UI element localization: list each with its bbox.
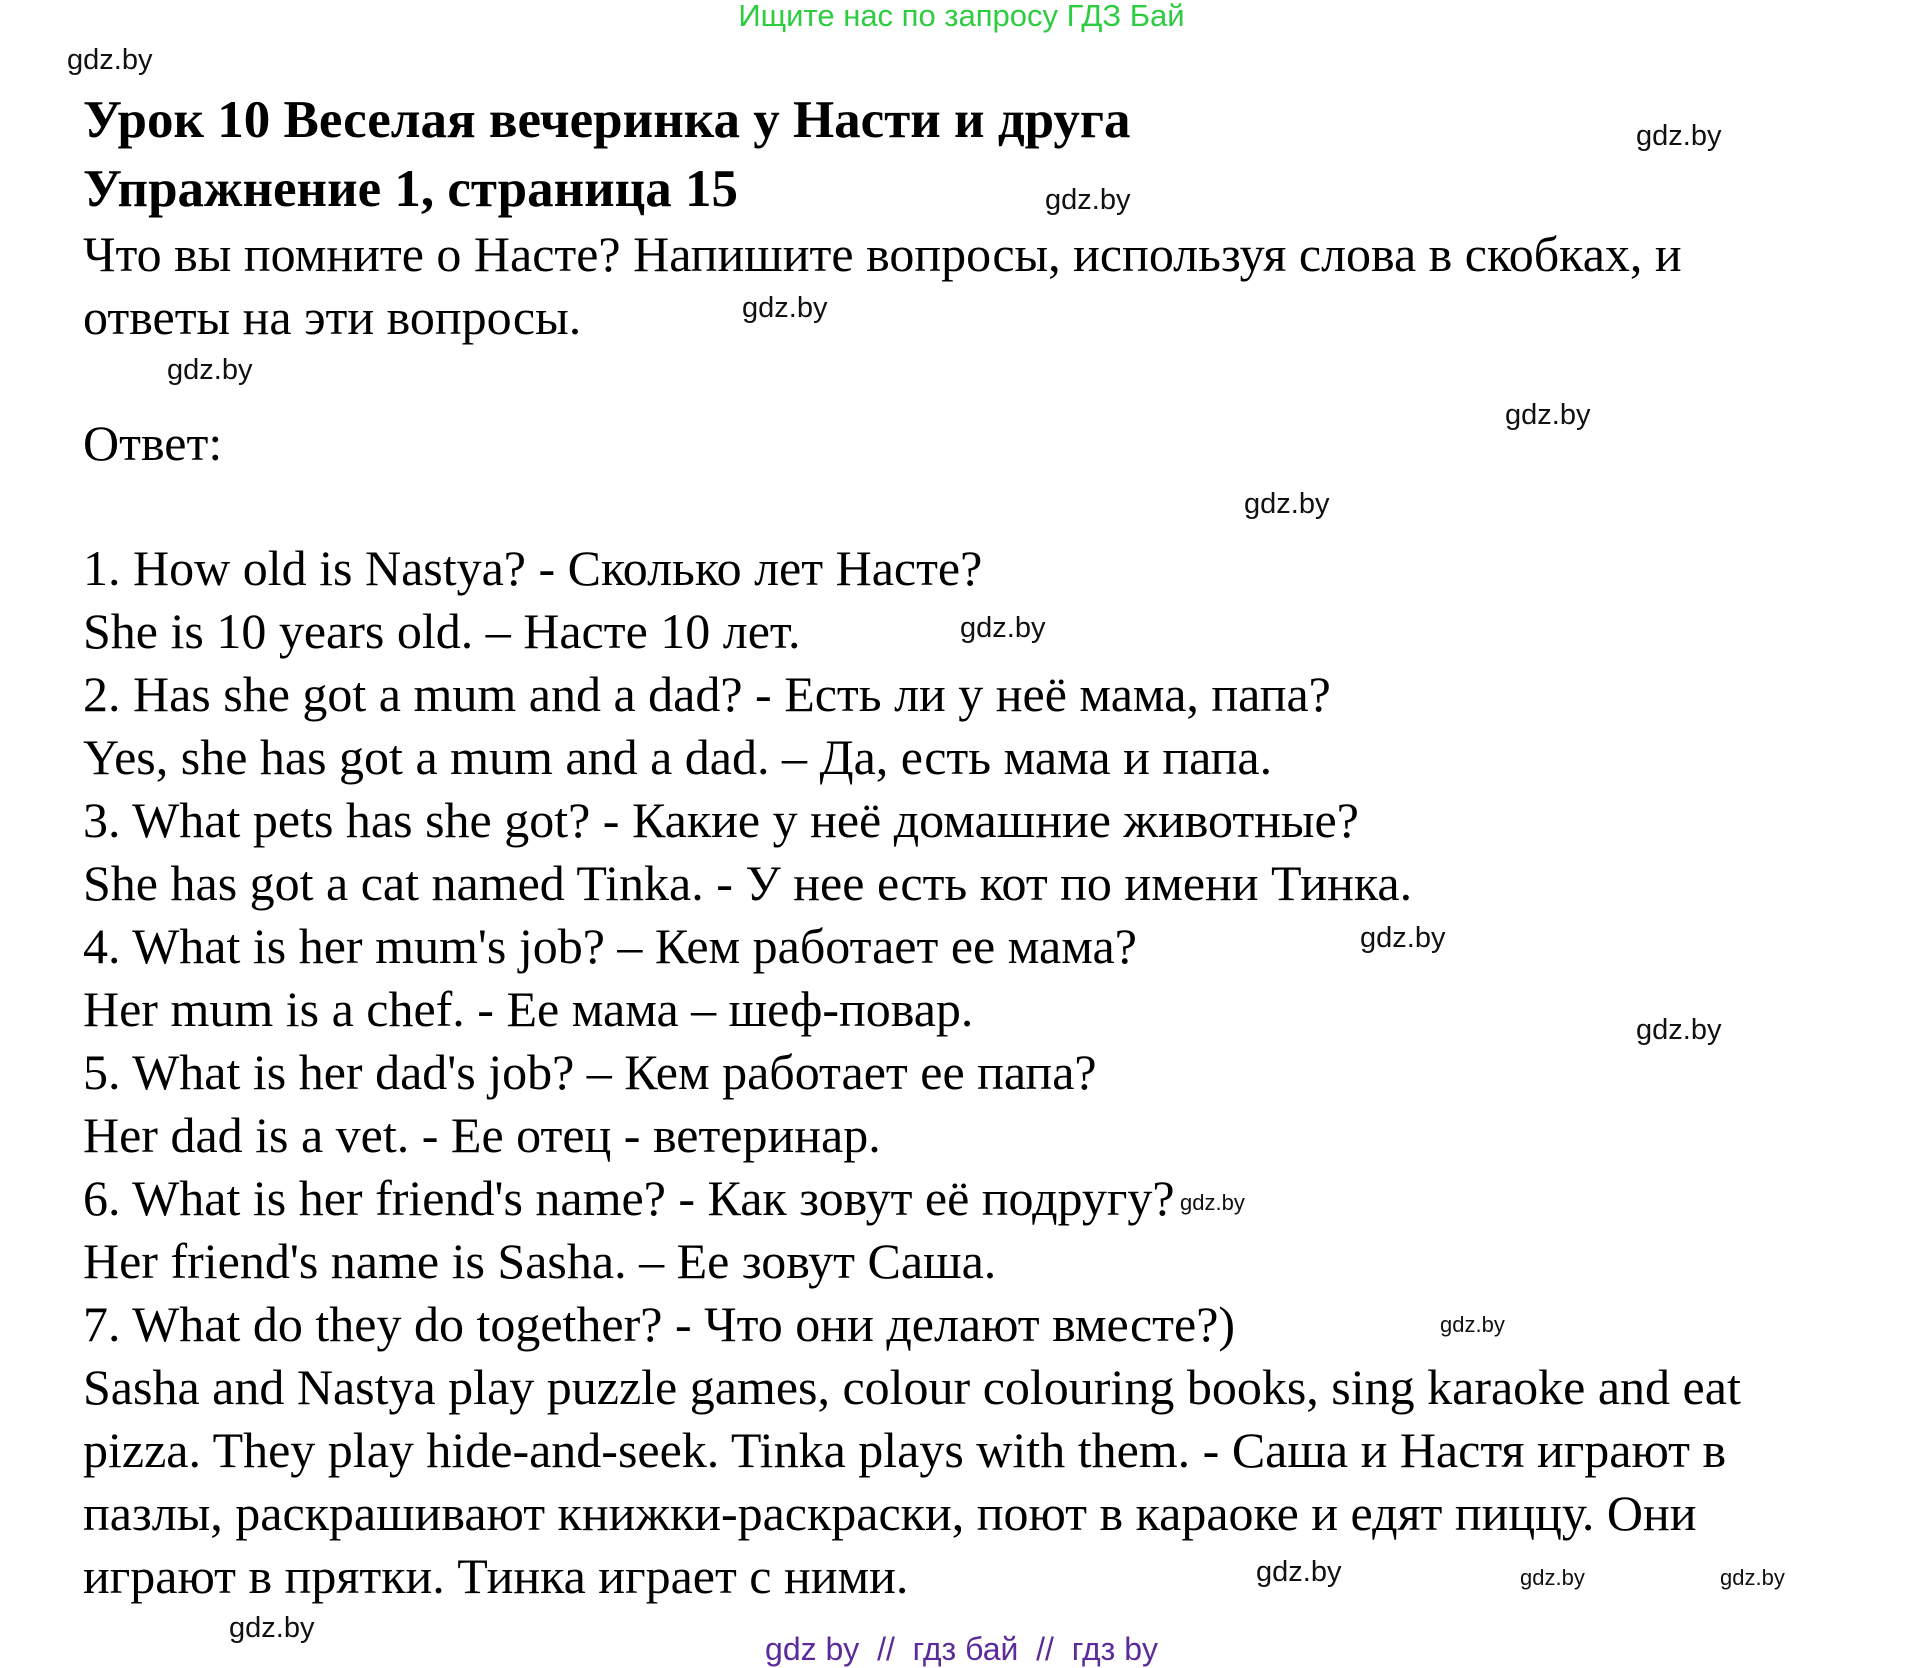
watermark: gdz.by — [960, 612, 1046, 644]
prompt-line: ответы на эти вопросы. — [83, 289, 582, 345]
search-hint-banner: Ищите нас по запросу ГДЗ Бай — [738, 0, 1185, 33]
watermark: gdz.by — [1360, 922, 1446, 954]
answer-line: 4. What is her mum's job? – Кем работает ее мама? — [83, 918, 1137, 974]
watermark: gdz.by — [1244, 488, 1330, 520]
exercise-prompt — [83, 223, 1682, 349]
footer-links: gdz by // гдз бай // гдз by — [765, 1631, 1158, 1667]
lesson-title: Урок 10 Веселая вечеринка у Насти и друга — [83, 91, 1131, 149]
answer-line: 3. What pets has she got? - Какие у неё домашние животные? — [83, 792, 1359, 848]
watermark: gdz.by — [1256, 1556, 1342, 1588]
watermark: gdz.by — [742, 292, 828, 324]
answer-line: Her friend's name is Sasha. – Ее зовут Саша. — [83, 1233, 997, 1289]
watermark: gdz.by — [1440, 1312, 1505, 1337]
answer-line: Yes, she has got a mum and a dad. – Да, есть мама и папа. — [83, 729, 1273, 785]
answer-line: 5. What is her dad's job? – Кем работает ее папа? — [83, 1044, 1097, 1100]
answer-line: 6. What is her friend's name? - Как зовут её подругу? — [83, 1170, 1175, 1226]
answer-line: pizza. They play hide-and-seek. Tinka plays with them. - Саша и Настя играют в — [83, 1422, 1727, 1478]
answer-line: играют в прятки. Тинка играет с ними. — [83, 1548, 909, 1604]
answer-line: Her mum is a chef. - Ее мама – шеф-повар. — [83, 981, 974, 1037]
watermark: gdz.by — [1045, 184, 1131, 216]
answer-line: Her dad is a vet. - Ее отец - ветеринар. — [83, 1107, 881, 1163]
answer-list — [83, 537, 1741, 1608]
prompt-line: Что вы помните о Насте? Напишите вопросы, используя слова в скобках, и — [83, 226, 1682, 282]
answer-line: 7. What do they do together? - Что они делают вместе?) — [83, 1296, 1236, 1352]
watermark: gdz.by — [67, 44, 153, 76]
exercise-title: Упражнение 1, страница 15 — [83, 160, 738, 218]
answer-label: Ответ: — [83, 415, 223, 471]
watermark: gdz.by — [167, 354, 253, 386]
page-title — [83, 86, 1130, 224]
answer-line: She is 10 years old. – Насте 10 лет. — [83, 603, 801, 659]
answer-line: Sasha and Nastya play puzzle games, colour colouring books, sing karaoke and eat — [83, 1359, 1741, 1415]
answer-line: 2. Has she got a mum and a dad? - Есть ли у неё мама, папа? — [83, 666, 1331, 722]
watermark: gdz.by — [229, 1612, 315, 1644]
watermark: gdz.by — [1636, 1014, 1722, 1046]
watermark: gdz.by — [1180, 1190, 1245, 1215]
watermark: gdz.by — [1720, 1565, 1785, 1590]
answer-line: пазлы, раскрашивают книжки-раскраски, поют в караоке и едят пиццу. Они — [83, 1485, 1697, 1541]
watermark: gdz.by — [1636, 120, 1722, 152]
answer-line: 1. How old is Nastya? - Сколько лет Насте? — [83, 540, 983, 596]
answer-line: She has got a cat named Tinka. - У нее есть кот по имени Тинка. — [83, 855, 1413, 911]
watermark: gdz.by — [1520, 1565, 1585, 1590]
watermark: gdz.by — [1505, 399, 1591, 431]
